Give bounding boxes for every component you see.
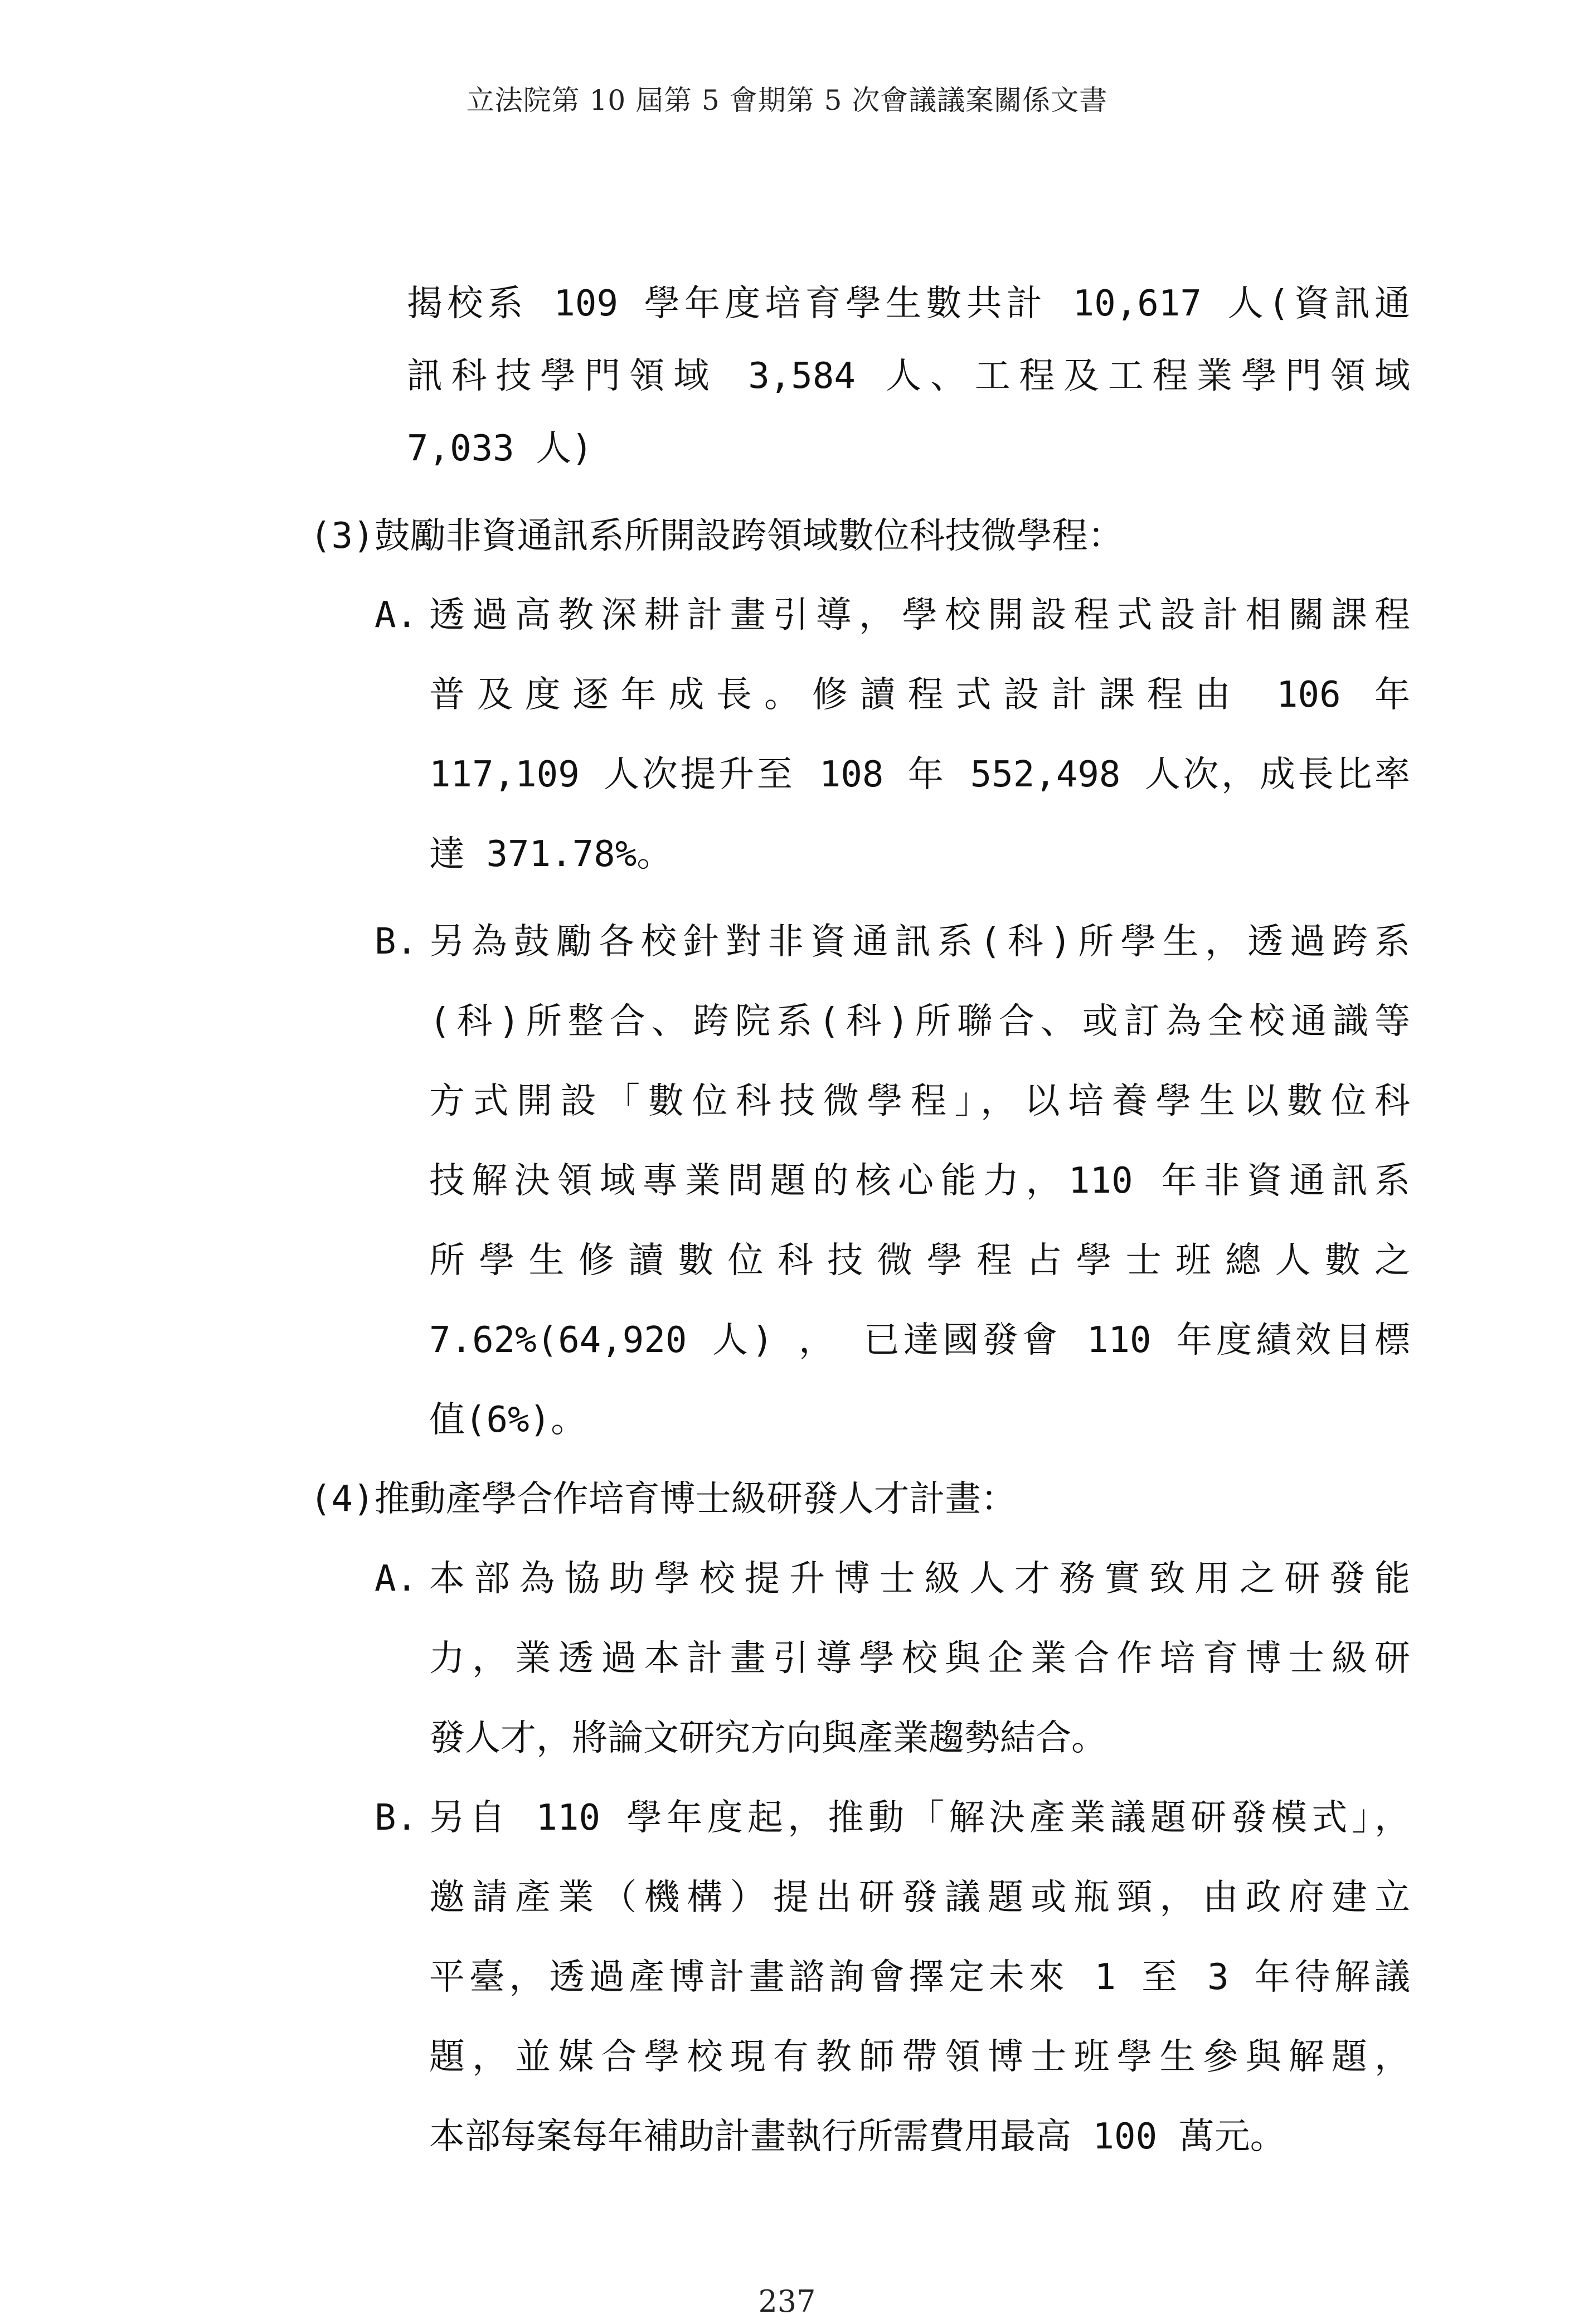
item-4a-line: 發人才，將論文研究方向與產業趨勢結合。 xyxy=(429,1718,1107,1759)
item-3a-line: 普及度逐年成長。修讀程式設計課程由 106 年 xyxy=(429,674,1410,716)
paragraph-line: 揭校系 109 學年度培育學生數共計 10,617 人(資訊通 xyxy=(407,283,1410,324)
item-3b-line: 技解決領域專業問題的核心能力，110 年非資通訊系 xyxy=(429,1160,1410,1202)
item-4b-line: 平臺，透過產博計畫諮詢會擇定未來 1 至 3 年待解議 xyxy=(429,1957,1410,1998)
item-3a-marker: A. xyxy=(375,595,418,636)
item-3b-line: 7.62%(64,920 人) ， 已達國發會 110 年度績效目標 xyxy=(429,1320,1410,1361)
item-3b-line: 值(6%)。 xyxy=(429,1399,587,1441)
item-4-heading: (4)推動產學合作培育博士級研發人才計畫： xyxy=(310,1479,1017,1520)
item-4b-marker: B. xyxy=(375,1797,418,1839)
item-4b-line: 邀請產業（機構）提出研發議題或瓶頸，由政府建立 xyxy=(429,1877,1410,1918)
item-4b-line: 題，並媒合學校現有教師帶領博士班學生參與解題， xyxy=(429,2036,1410,2078)
item-3b-line: 方式開設「數位科技微學程」，以培養學生以數位科 xyxy=(429,1081,1410,1122)
page-header: 立法院第 10 屆第 5 會期第 5 次會議議案關係文書 xyxy=(466,84,1108,116)
paragraph-line: 7,033 人) xyxy=(407,428,593,469)
item-3b-line: 所學生修讀數位科技微學程占學士班總人數之 xyxy=(429,1240,1410,1281)
item-3a-line: 117,109 人次提升至 108 年 552,498 人次，成長比率 xyxy=(429,754,1410,795)
page-number: 237 xyxy=(758,2284,816,2319)
paragraph-line: 訊科技學門領域 3,584 人、工程及工程業學門領域 xyxy=(407,356,1410,397)
item-4a-marker: A. xyxy=(375,1558,418,1599)
item-4b-line: 本部每案每年補助計畫執行所需費用最高 100 萬元。 xyxy=(429,2116,1286,2157)
item-4a-line: 力，業透過本計畫引導學校與企業合作培育博士級研 xyxy=(429,1638,1410,1679)
item-4b-line: 另自 110 學年度起，推動「解決產業議題研發模式」， xyxy=(429,1797,1410,1839)
item-3a-line: 透過高教深耕計畫引導，學校開設程式設計相關課程 xyxy=(429,595,1410,636)
item-3a-line: 達 371.78%。 xyxy=(429,834,673,875)
item-3b-line: 另為鼓勵各校針對非資通訊系(科)所學生，透過跨系 xyxy=(429,921,1410,962)
item-3b-line: (科)所整合、跨院系(科)所聯合、或訂為全校通識等 xyxy=(429,1001,1410,1042)
item-3b-marker: B. xyxy=(375,921,418,962)
item-4a-line: 本部為協助學校提升博士級人才務實致用之研發能 xyxy=(429,1558,1410,1599)
item-3-heading: (3)鼓勵非資通訊系所開設跨領域數位科技微學程： xyxy=(310,516,1124,557)
